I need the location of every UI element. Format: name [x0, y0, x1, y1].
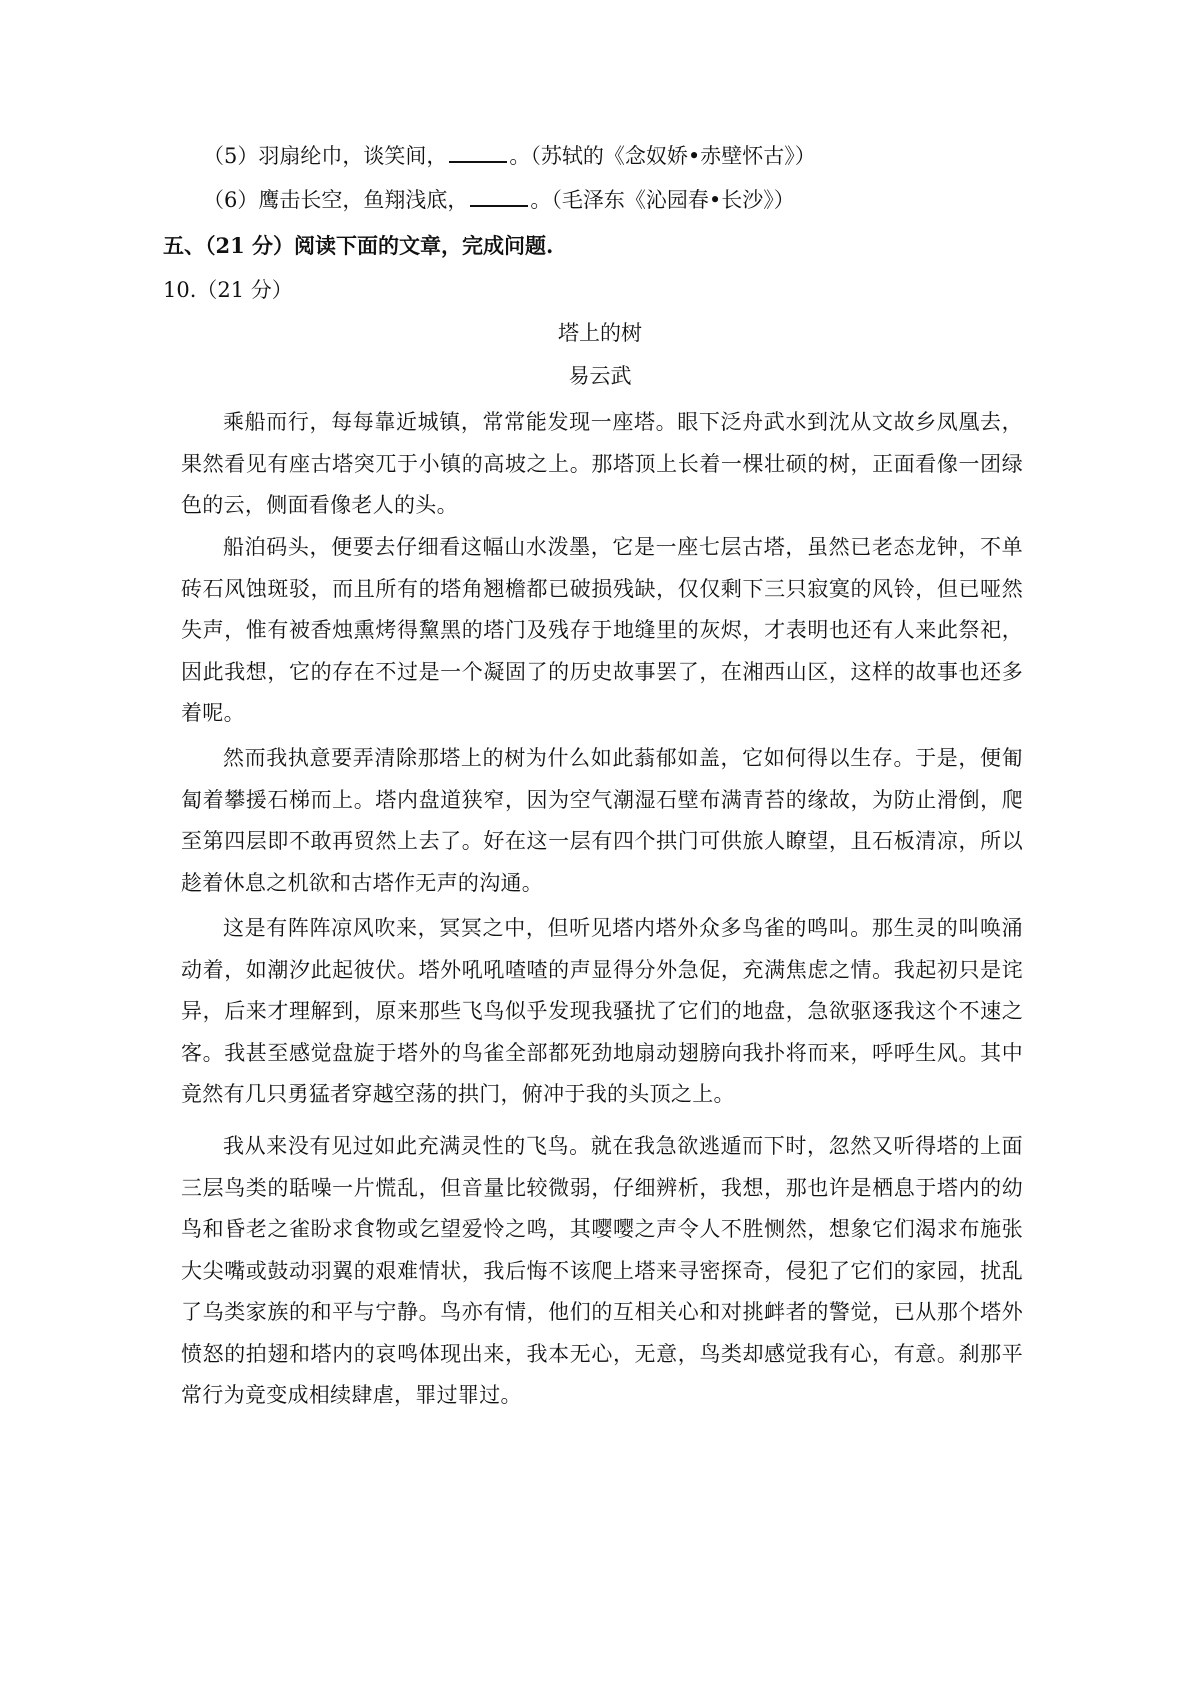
answer-blank[interactable]: [449, 141, 507, 163]
question-number: 10.（21 分）: [163, 278, 293, 302]
article-paragraph-1: 乘船而行，每每靠近城镇，常常能发现一座塔。眼下泛舟武水到沈从文故乡凤凰去，果然看见有座古塔突兀于小镇的高坡之上。那塔顶上长着一棵壮硕的树，正面看像一团绿色的云，侧面看像老人的头。: [181, 410, 1023, 517]
fill-blank-line-6: [203, 185, 795, 215]
article-paragraph-3: 然而我执意要弄清除那塔上的树为什么如此蓊郁如盖，它如何得以生存。于是，便匍匐着攀援石梯而上。塔内盘道狭窄，因为空气潮湿石壁布满青苔的缘故，为防止滑倒，爬至第四层即不敢再贸然上去了。好在这一层有四个拱门可供旅人瞭望，且石板清凉，所以趁着休息之机欲和古塔作无声的沟通。: [181, 746, 1023, 895]
article-paragraph-2: 船泊码头，便要去仔细看这幅山水泼墨，它是一座七层古塔，虽然已老态龙钟，不单砖石风蚀斑驳，而且所有的塔角翘檐都已破损残缺，仅仅剩下三只寂寞的风铃，但已哑然失声，惟有被香烛熏烤得黧黑的塔门及残存于地缝里的灰烬，才表明也还有人来此祭祀，因此我想，它的存在不过是一个凝固了的历史故事罢了，在湘西山区，这样的故事也还多着呢。: [181, 535, 1023, 725]
answer-blank[interactable]: [470, 185, 528, 207]
fill-blank-line-5: [203, 141, 816, 171]
article-paragraph-5: 我从来没有见过如此充满灵性的飞鸟。就在我急欲逃遁而下时，忽然又听得塔的上面三层鸟类的聒噪一片慌乱，但音量比较微弱，仔细辨析，我想，那也许是栖息于塔内的幼鸟和昏老之雀盼求食物或乞望爱怜之鸣，其嘤嘤之声令人不胜恻然，想象它们渴求布施张大尖嘴或鼓动羽翼的艰难情状，我后悔不该爬上塔来寻密探奇，侵犯了它们的家园，扰乱了乌类家族的和平与宁静。鸟亦有情，他们的互相关心和对挑衅者的警觉，已从那个塔外愤怒的拍翅和塔内的哀鸣体现出来，我本无心，无意，鸟类却感觉我有心，有意。刹那平常行为竟变成相续肆虐，罪过罪过。: [181, 1134, 1023, 1407]
section-heading: 五、（21 分）阅读下面的文章，完成问题.: [163, 233, 554, 258]
fill-blank-suffix: 。（毛泽东《沁园春•长沙》）: [530, 188, 795, 212]
fill-blank-prefix: （6）鹰击长空，鱼翔浅底，: [203, 188, 469, 212]
article-author: 易云武: [568, 364, 632, 388]
article-paragraph-4: 这是有阵阵凉风吹来，冥冥之中，但听见塔内塔外众多鸟雀的鸣叫。那生灵的叫唤涌动着，如潮汐此起彼伏。塔外吼吼喳喳的声显得分外急促，充满焦虑之情。我起初只是诧异，后来才理解到，原来那些飞鸟似乎发现我骚扰了它们的地盘，急欲驱逐我这个不速之客。我甚至感觉盘旋于塔外的鸟雀全部都死劲地扇动翅膀向我扑将而来，呼呼生风。其中竟然有几只勇猛者穿越空荡的拱门，俯冲于我的头顶之上。: [181, 916, 1023, 1106]
article-title: 塔上的树: [558, 321, 642, 345]
fill-blank-prefix: （5）羽扇纶巾，谈笑间，: [203, 144, 448, 168]
fill-blank-suffix: 。（苏轼的《念奴娇•赤壁怀古》）: [509, 144, 816, 168]
